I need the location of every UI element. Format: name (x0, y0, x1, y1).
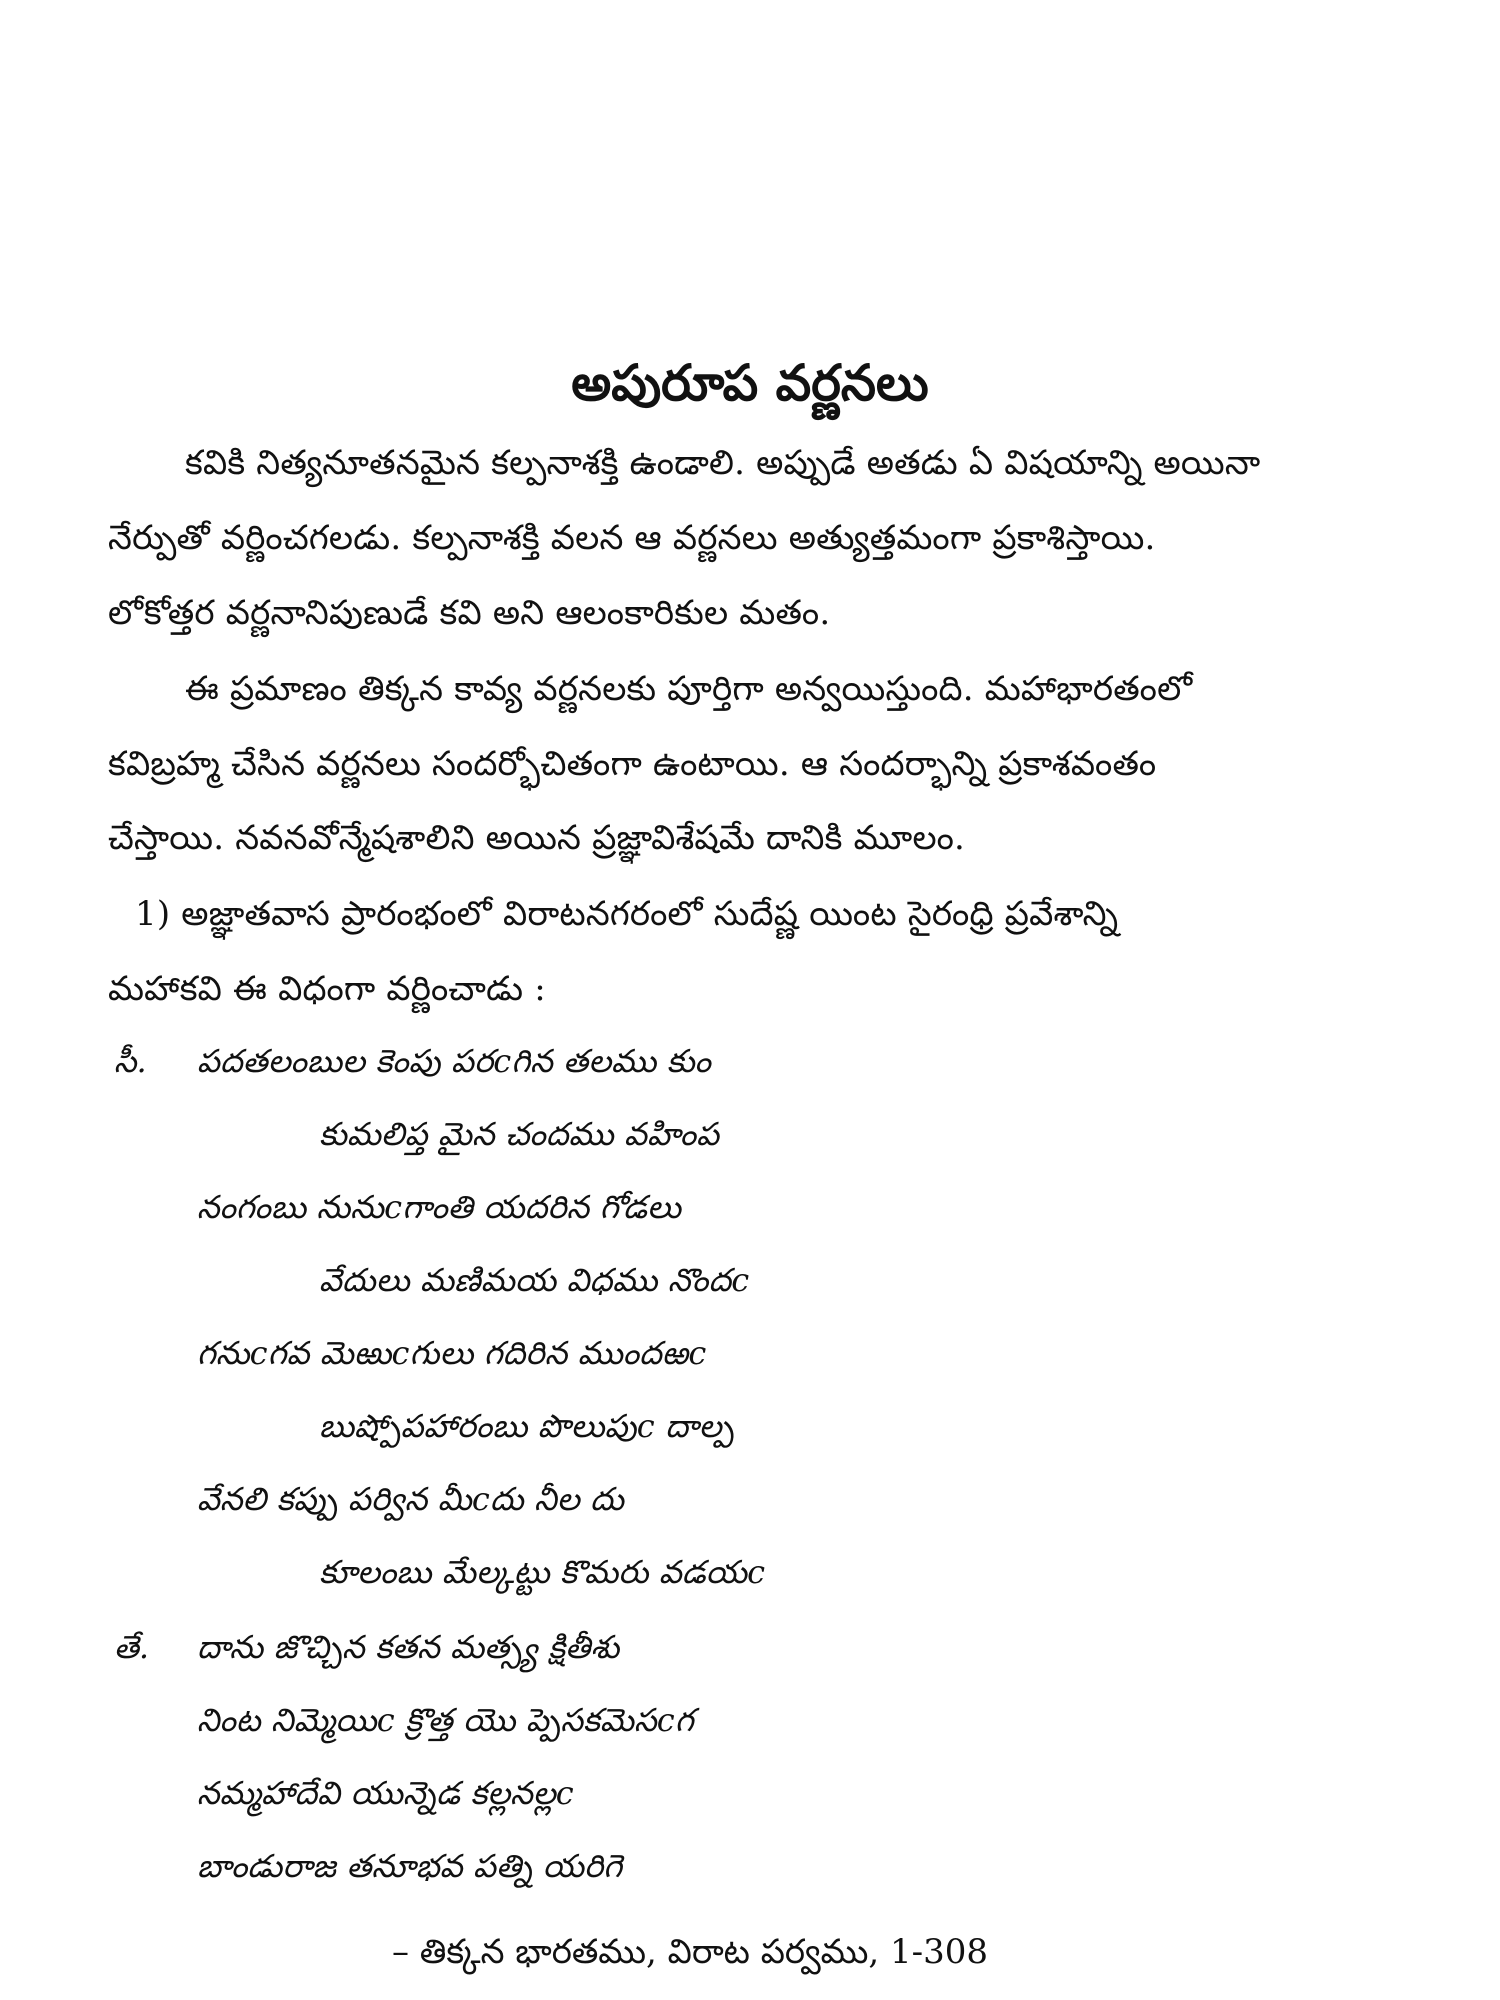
teta-line-3: నమ్మహాదేవి యున్నెడ కల్లనల్లc (197, 1774, 574, 1812)
paragraph-3-line-2: మహాకవి ఈ విధంగా వర్ణించాడు : (108, 969, 546, 1009)
paragraph-2-line-3: చేస్తాయి. నవనవోన్మేషశాలిని అయిన ప్రజ్ఞావిశేషమే దానికి మూలం. (108, 818, 966, 858)
citation: – తిక్కన భారతము, విరాట పర్వము, 1-308 (392, 1932, 989, 1972)
page-title: అపురూప వర్ణనలు (571, 353, 929, 412)
paragraph-1-line-3: లోకోత్తర వర్ణనానిపుణుడే కవి అని ఆలంకారికుల మతం. (108, 593, 831, 633)
sisa-line-4: వేదులు మణిమయ విధము నొందc (319, 1261, 750, 1299)
teta-line-1: దాను జొచ్చిన కతన మత్స్య క్షితీశు (197, 1628, 620, 1666)
sisa-marker: సీ. (114, 1042, 147, 1080)
sisa-line-7: వేనలి కప్పు పర్విన మీcదు నీల దు (197, 1480, 624, 1518)
paragraph-1-line-1: కవికి నిత్యనూతనమైన కల్పనాశక్తి ఉండాలి. అప్పుడే అతడు ఏ విషయాన్ని అయినా (185, 443, 1261, 483)
sisa-line-6: బుష్పోపహారంబు పొలుపుc దాల్ప (319, 1407, 735, 1445)
paragraph-2-line-1: ఈ ప్రమాణం తిక్కన కావ్య వర్ణనలకు పూర్తిగా అన్వయిస్తుంది. మహాభారతంలో (185, 669, 1193, 709)
sisa-line-1: పదతలంబుల కెంపు పరcగిన తలము కుం (197, 1042, 711, 1080)
sisa-line-8: కూలంబు మేల్కట్టు కొమరు వడయc (319, 1553, 766, 1591)
teta-line-2: నింట నిమ్మెయిc క్రొత్త యొ ప్పెసకమెసcగ (197, 1701, 694, 1739)
paragraph-2-line-2: కవిబ్రహ్మ చేసిన వర్ణనలు సందర్భోచితంగా ఉంటాయి. ఆ సందర్భాన్ని ప్రకాశవంతం (108, 744, 1157, 784)
teta-line-4: బాండురాజ తనూభవ పత్ని యరిగె (197, 1847, 623, 1885)
paragraph-1-line-2: నేర్పుతో వర్ణించగలడు. కల్పనాశక్తి వలన ఆ వర్ణనలు అత్యుత్తమంగా ప్రకాశిస్తాయి. (108, 518, 1156, 558)
paragraph-3-line-1: 1) అజ్ఞాతవాస ప్రారంభంలో విరాటనగరంలో సుదేష్ణ యింట సైరంధ్రి ప్రవేశాన్ని (135, 894, 1119, 934)
sisa-line-5: గనుcగవ మెఱుcగులు గదిరిన ముందఱc (197, 1334, 707, 1372)
sisa-line-3: నంగంబు నునుcగాంతి యదరిన గోడలు (197, 1188, 682, 1226)
teta-marker: తే. (114, 1628, 150, 1666)
sisa-line-2: కుమలిప్త మైన చందము వహింప (319, 1115, 720, 1153)
